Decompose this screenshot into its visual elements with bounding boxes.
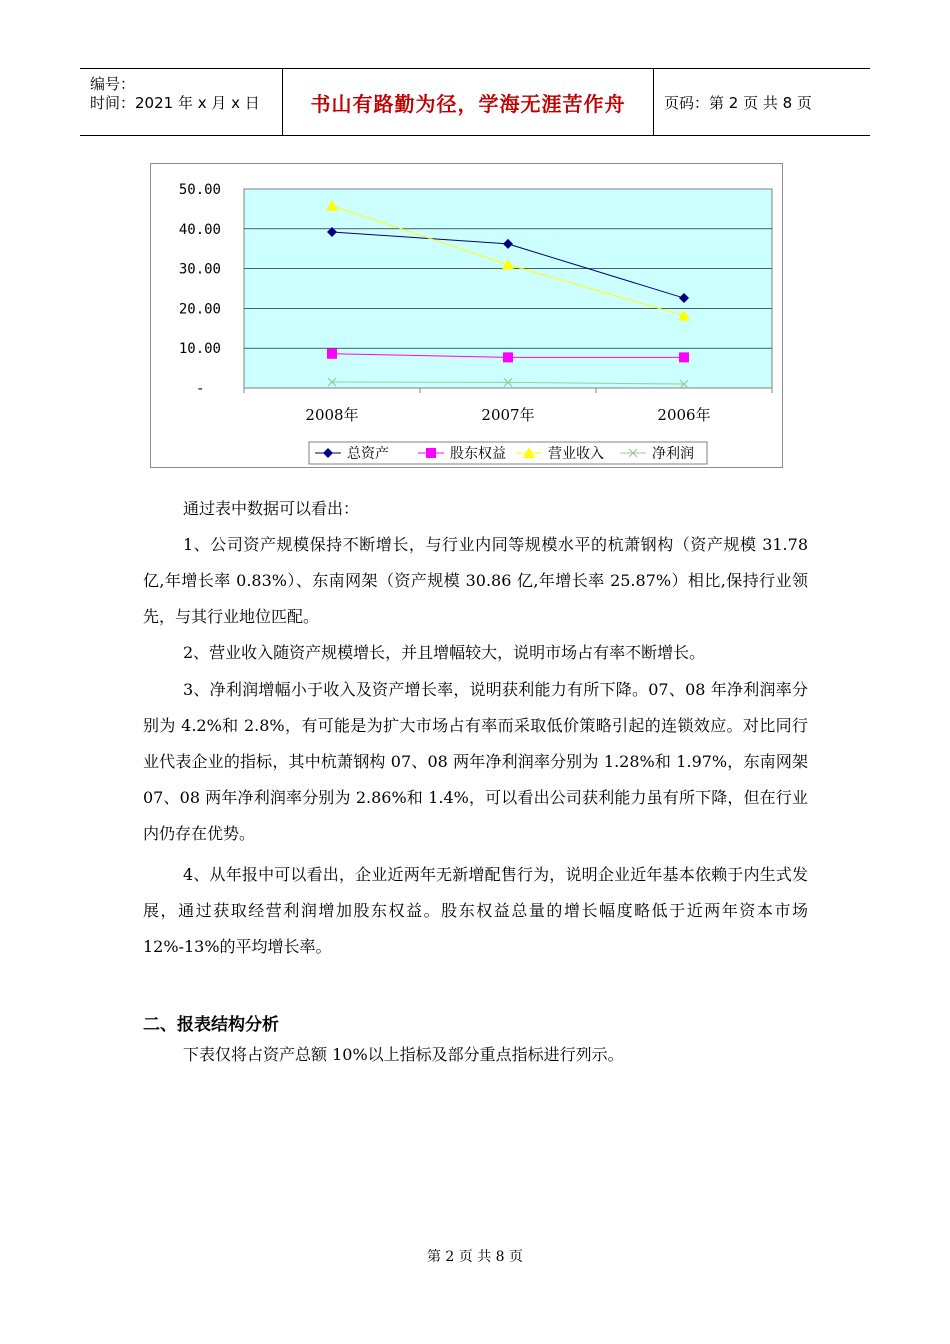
legend-label: 净利润 [652,446,694,462]
x-tick-label: 2007年 [481,406,535,424]
motto-text: 书山有路勤为径，学海无涯苦作舟 [310,91,626,116]
intro-paragraph: 通过表中数据可以看出： [183,499,360,518]
line-chart [150,163,783,468]
data-point [679,352,689,362]
data-point [327,349,337,359]
page-info: 页码：第 2 页 共 8 页 [664,93,812,112]
y-tick-label: 40.00 [178,221,221,238]
section-heading: 二、报表结构分析 [143,1015,279,1035]
legend-label: 股东权益 [450,446,506,462]
legend-marker [426,448,436,458]
header-motto-cell [282,69,654,135]
y-tick-label: - [196,381,205,397]
y-tick-label: 10.00 [178,341,221,358]
data-point [503,352,513,362]
paragraph-1: 1、公司资产规模保持不断增长，与行业内同等规模水平的杭萧钢构（资产规模 31.78 亿,年增长率 0.83%）、东南网架（资产规模 30.86 亿,年增长率 25.87%）相比,保持行业领先，与其行业地位匹配。 [143,535,808,626]
header-page-cell [654,69,870,135]
x-tick-label: 2006年 [657,406,711,424]
legend-label: 营业收入 [548,446,604,462]
number-label: 编号： [90,75,136,93]
legend-label: 总资产 [347,446,389,462]
page-footer: 第 2 页 共 8 页 [426,1249,524,1265]
page-header [80,68,870,136]
paragraph-2: 2、营业收入随资产规模增长，并且增幅较大，说明市场占有率不断增长。 [183,643,706,662]
y-tick-label: 20.00 [178,301,221,318]
header-info-cell [80,69,282,135]
chart-svg [151,164,784,469]
y-tick-label: 30.00 [178,261,221,278]
paragraph-3: 3、净利润增幅小于收入及资产增长率，说明获利能力有所下降。07、08 年净利润率分别为 4.2%和 2.8%，有可能是为扩大市场占有率而采取低价策略引起的连锁效应。对比同行业代表企业的指标，其中杭萧钢构 07、08 两年净利润率分别为 1.28%和 1.97%，东南网架 07、08 两年净利润率分别为 2.86%和 1.4%，可以看出公司获利能力虽有所下降，但在行业内仍存在优势。 [143,680,808,843]
x-tick-label: 2008年 [305,406,359,424]
paragraph-5: 下表仅将占资产总额 10%以上指标及部分重点指标进行列示。 [183,1045,624,1064]
paragraph-4: 4、从年报中可以看出，企业近两年无新增配售行为，说明企业近年基本依赖于内生式发展，通过获取经营利润增加股东权益。股东权益总量的增长幅度略低于近两年资本市场 12%-13%的平均增长率。 [143,865,808,956]
y-tick-label: 50.00 [178,182,221,198]
time-label: 时间：2021 年 x 月 x 日 [90,94,260,112]
